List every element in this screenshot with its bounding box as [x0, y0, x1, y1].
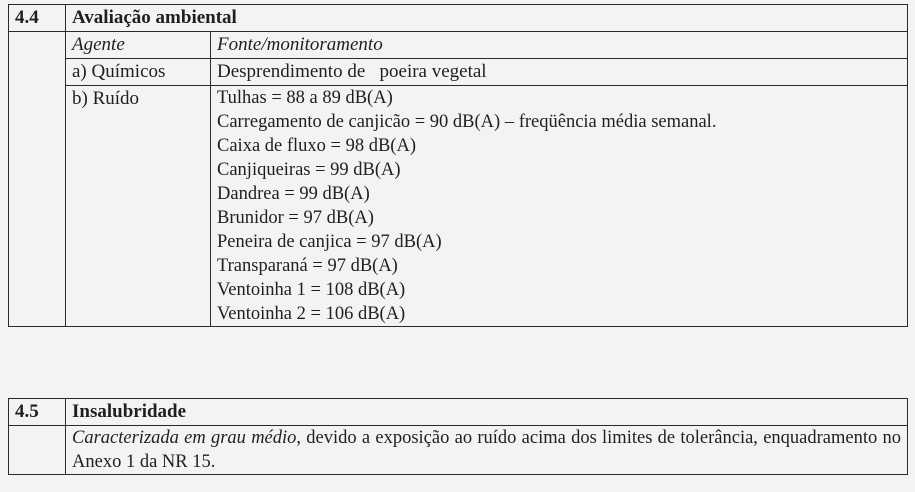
table-insalubridade — [8, 398, 908, 475]
source-line: Brunidor = 97 dB(A) — [217, 208, 374, 228]
section-title: Insalubridade — [66, 399, 908, 426]
table-row — [9, 426, 908, 475]
source-line: Tulhas = 88 a 89 dB(A) — [217, 88, 393, 108]
source-line: Ventoinha 2 = 106 dB(A) — [217, 304, 406, 324]
insalubridade-italic: Caracterizada em grau médio — [72, 428, 297, 448]
agent-cell: b) Ruído — [66, 86, 211, 327]
insalubridade-text — [66, 426, 908, 475]
section-header-row — [9, 5, 908, 32]
source-line: Carregamento de canjicão = 90 dB(A) – freqüência média semanal. — [217, 112, 717, 132]
table-avaliacao-ambiental — [8, 4, 908, 327]
table-row — [9, 59, 908, 86]
section-header-row — [9, 399, 908, 426]
source-line: Caixa de fluxo = 98 dB(A) — [217, 136, 416, 156]
section-number: 4.4 — [9, 5, 66, 32]
agent-cell: a) Químicos — [66, 59, 211, 86]
source-cell — [211, 86, 908, 327]
source-line: Peneira de canjica = 97 dB(A) — [217, 232, 442, 252]
source-line: Transparaná = 97 dB(A) — [217, 256, 398, 276]
insalubridade-rest: , devido a exposição ao ruído acima dos limites de tolerância, enquadramento no Anexo 1 da NR 15. — [72, 428, 901, 472]
empty-number-cell — [9, 32, 66, 327]
column-header-source: Fonte/monitoramento — [211, 32, 908, 59]
source-line: Dandrea = 99 dB(A) — [217, 184, 370, 204]
source-line: Desprendimento de poeira vegetal — [217, 61, 487, 82]
source-line: Canjiqueiras = 99 dB(A) — [217, 160, 401, 180]
section-title: Avaliação ambiental — [66, 5, 908, 32]
column-header-row — [9, 32, 908, 59]
source-cell — [211, 59, 908, 86]
section-number: 4.5 — [9, 399, 66, 426]
empty-number-cell — [9, 426, 66, 475]
table-row — [9, 86, 908, 327]
source-line: Ventoinha 1 = 108 dB(A) — [217, 280, 406, 300]
column-header-agent: Agente — [66, 32, 211, 59]
